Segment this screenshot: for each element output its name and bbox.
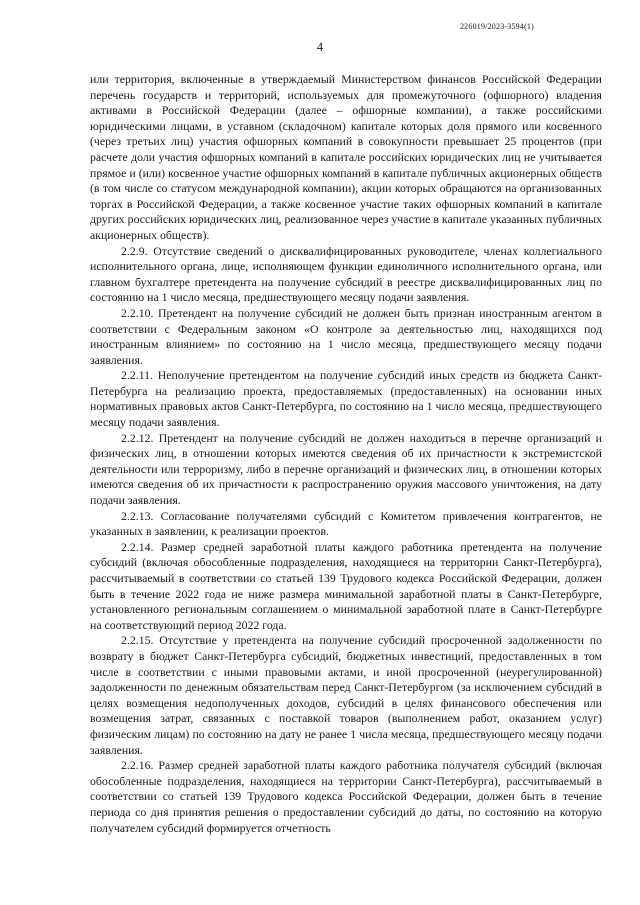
paragraph-2-2-11: 2.2.11. Неполучение претендентом на получение субсидий иных средств из бюджета Санкт-Петербурга на реализацию проекта, предоставляемых (предоставленных) на основании иных нормативных правовых актов Санкт-Петербурга, по состоянию на 1 число месяца, предшествующего месяцу подачи заявления. — [90, 368, 602, 430]
paragraph-2-2-16: 2.2.16. Размер средней заработной платы каждого работника получателя субсидий (включая обособленные подразделения, находящиеся на территории Санкт-Петербурга), рассчитываемый в соответствии со статьей 139 Трудового кодекса Российской Федерации, должен быть в течение периода со дня принятия решения о предоставлении субсидий до даты, по состоянию на которую получателем субсидий формируется отчетность — [90, 758, 602, 835]
paragraph-2-2-9: 2.2.9. Отсутствие сведений о дисквалифицированных руководителе, членах коллегиального исполнительного органа, лице, исполняющем функции единоличного исполнительного органа, или главном бухгалтере претендента на получение субсидий в реестре дисквалифицированных лиц по состоянию на 1 число месяца, предшествующего месяцу подачи заявления. — [90, 243, 602, 305]
page-number: 4 — [316, 40, 324, 54]
paragraph-2-2-13: 2.2.13. Согласование получателями субсидий с Комитетом привлечения контрагентов, не указанных в заявлении, к реализации проектов. — [90, 508, 602, 539]
document-registration-number: 226019/2023-3594(1) — [459, 22, 534, 31]
paragraph-2-2-12: 2.2.12. Претендент на получение субсидий не должен находиться в перечне организаций и физических лиц, в отношении которых имеются сведения об их причастности к экстремистской деятельности или терроризму, либо в перечне организаций и физических лиц, в отношении которых имеются сведения об их причастности к распространению оружия массового уничтожения, на дату подачи заявления. — [90, 430, 602, 508]
paragraph-offshore-continuation: или территория, включенные в утверждаемый Министерством финансов Российской Федерации перечень государств и территорий, используемых для промежуточного (офшорного) владения активами в Российской Федерации (далее – офшорные компании), а также российскими юридическими лицами, в уставном (складочном) капитале которых доля прямого или косвенного (через третьих лиц) участия офшорных компаний в совокупности превышает 25 процентов (при расчете доли участия офшорных компаний в капитале российских юридических лиц не учитывается прямое и (или) косвенное участие офшорных компаний в капитале публичных акционерных обществ (в том числе со статусом международной компании), акции которых обращаются на организованных торгах в Российской Федерации, а также косвенное участие таких офшорных компаний в капитале других российских юридических лиц, реализованное через участие в капитале указанных публичных акционерных обществ). — [90, 72, 602, 242]
paragraph-2-2-15: 2.2.15. Отсутствие у претендента на получение субсидий просроченной задолженности по возврату в бюджет Санкт-Петербурга субсидий, бюджетных инвестиций, предоставленных в том числе в соответствии с иными правовыми актами, и иной просроченной (неурегулированной) задолженности по денежным обязательствам перед Санкт-Петербургом (за исключением субсидий в целях возмещения недополученных доходов, субсидий в целях финансового обеспечения или возмещения затрат, связанных с поставкой товаров (выполнением работ, оказанием услуг) физическим лицам) по состоянию на дату не ранее 1 числа месяца, предшествующего месяцу подачи заявления. — [90, 633, 602, 757]
document-body — [90, 72, 602, 836]
paragraph-2-2-14: 2.2.14. Размер средней заработной платы каждого работника претендента на получение субсидий (включая обособленные подразделения, находящиеся на территории Санкт-Петербурга), рассчитываемый в соответствии со статьей 139 Трудового кодекса Российской Федерации, должен быть в течение 2022 года не ниже размера минимальной заработной платы в Санкт-Петербурге, установленного региональным соглашением о минимальной заработной плате в Санкт-Петербурге на соответствующий период 2022 года. — [90, 539, 602, 632]
paragraph-2-2-10: 2.2.10. Претендент на получение субсидий не должен быть признан иностранным агентом в соответствии с Федеральным законом «О контроле за деятельностью лиц, находящихся под иностранным влиянием» по состоянию на 1 число месяца, предшествующего месяцу подачи заявления. — [90, 305, 602, 367]
